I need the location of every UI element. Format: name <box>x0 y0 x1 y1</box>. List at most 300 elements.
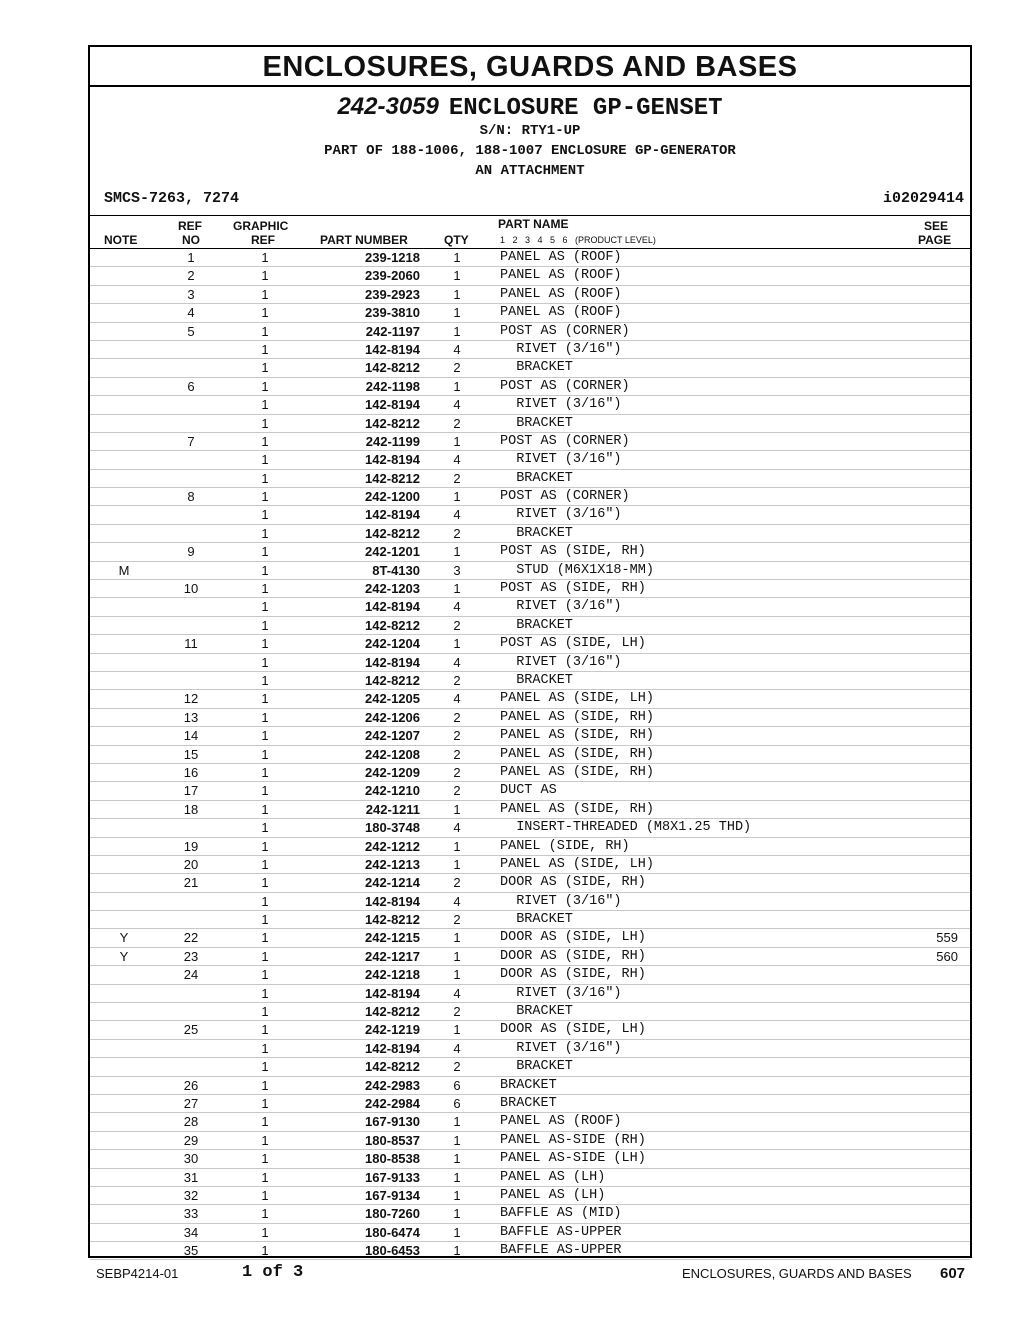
row-graphic-ref: 1 <box>261 507 269 523</box>
table-row <box>90 672 970 690</box>
row-part-number: 242-1206 <box>365 709 420 725</box>
row-part-name: DOOR AS (SIDE, LH) <box>500 1022 646 1038</box>
row-ref-no: 16 <box>183 764 199 780</box>
table-row <box>90 985 970 1003</box>
row-qty: 1 <box>453 1169 461 1185</box>
row-graphic-ref: 1 <box>261 525 269 541</box>
row-qty: 2 <box>453 1059 461 1075</box>
row-part-name: PANEL (SIDE, RH) <box>500 838 630 854</box>
row-ref-no: 7 <box>187 433 195 449</box>
row-qty: 1 <box>453 1132 461 1148</box>
row-part-name: RIVET (3/16") <box>500 1040 622 1056</box>
row-graphic-ref: 1 <box>261 912 269 928</box>
row-part-number: 242-2983 <box>365 1077 420 1093</box>
row-qty: 1 <box>453 489 461 505</box>
row-graphic-ref: 1 <box>261 378 269 394</box>
row-see-page: 559 <box>936 930 958 946</box>
table-row <box>90 451 970 469</box>
col-see-bottom: PAGE <box>918 233 952 247</box>
row-part-number: 142-8194 <box>365 507 420 523</box>
row-part-name: RIVET (3/16") <box>500 985 622 1001</box>
row-part-number: 167-9134 <box>365 1187 420 1203</box>
row-graphic-ref: 1 <box>261 341 269 357</box>
row-qty: 1 <box>453 581 461 597</box>
row-graphic-ref: 1 <box>261 1169 269 1185</box>
table-row <box>90 727 970 745</box>
row-part-name: PANEL AS (ROOF) <box>500 1114 622 1130</box>
row-qty: 4 <box>453 985 461 1001</box>
row-part-name: RIVET (3/16") <box>500 893 622 909</box>
row-part-name: PANEL AS (ROOF) <box>500 268 622 284</box>
row-qty: 2 <box>453 783 461 799</box>
row-qty: 2 <box>453 746 461 762</box>
table-row <box>90 1021 970 1039</box>
table-row <box>90 819 970 837</box>
row-note: M <box>118 562 130 578</box>
row-graphic-ref: 1 <box>261 967 269 983</box>
row-part-name: POST AS (CORNER) <box>500 323 630 339</box>
row-qty: 2 <box>453 672 461 688</box>
row-part-number: 242-1215 <box>365 930 420 946</box>
row-part-name: BRACKET <box>500 672 573 688</box>
row-part-name: PANEL AS (ROOF) <box>500 305 622 321</box>
col-see-top: SEE <box>924 219 949 233</box>
row-part-number: 142-8194 <box>365 397 420 413</box>
table-row <box>90 746 970 764</box>
row-graphic-ref: 1 <box>261 1206 269 1222</box>
table-row <box>90 1058 970 1076</box>
row-qty: 1 <box>453 1206 461 1222</box>
table-row <box>90 856 970 874</box>
row-qty: 1 <box>453 323 461 339</box>
row-graphic-ref: 1 <box>261 323 269 339</box>
table-row <box>90 525 970 543</box>
row-part-number: 242-1204 <box>365 636 420 652</box>
row-qty: 1 <box>453 305 461 321</box>
table-row <box>90 617 970 635</box>
table-row <box>90 911 970 929</box>
row-graphic-ref: 1 <box>261 636 269 652</box>
row-graphic-ref: 1 <box>261 893 269 909</box>
row-ref-no: 18 <box>183 801 199 817</box>
table-row <box>90 562 970 580</box>
row-part-name: PANEL AS-SIDE (RH) <box>500 1132 646 1148</box>
row-part-number: 242-1203 <box>365 581 420 597</box>
group-name: ENCLOSURE GP-GENSET <box>448 95 723 122</box>
col-graphic-top: GRAPHIC <box>233 219 289 233</box>
row-qty: 4 <box>453 452 461 468</box>
row-part-name: PANEL AS (SIDE, RH) <box>500 746 654 762</box>
row-ref-no: 4 <box>187 305 195 321</box>
row-part-number: 242-1214 <box>365 875 420 891</box>
col-part-number: PART NUMBER <box>320 233 408 247</box>
row-qty: 6 <box>453 1095 461 1111</box>
row-part-name: BAFFLE AS (MID) <box>500 1206 622 1222</box>
col-ref-bottom: NO <box>182 233 200 247</box>
row-part-name: PANEL AS (SIDE, RH) <box>500 709 654 725</box>
row-part-number: 180-6453 <box>365 1243 420 1259</box>
table-row <box>90 966 970 984</box>
row-qty: 1 <box>453 1114 461 1130</box>
row-qty: 1 <box>453 636 461 652</box>
row-graphic-ref: 1 <box>261 433 269 449</box>
table-row <box>90 249 970 267</box>
row-qty: 1 <box>453 250 461 265</box>
row-qty: 1 <box>453 856 461 872</box>
row-ref-no: 32 <box>183 1187 199 1203</box>
row-ref-no: 8 <box>187 489 195 505</box>
row-qty: 2 <box>453 617 461 633</box>
row-part-number: 239-2060 <box>365 268 420 284</box>
row-part-number: 8T-4130 <box>372 562 420 578</box>
row-graphic-ref: 1 <box>261 1132 269 1148</box>
table-row <box>90 267 970 285</box>
row-part-name: BRACKET <box>500 470 573 486</box>
row-qty: 4 <box>453 820 461 836</box>
row-qty: 1 <box>453 268 461 284</box>
row-part-number: 180-8538 <box>365 1151 420 1167</box>
row-part-number: 142-8194 <box>365 985 420 1001</box>
table-row <box>90 543 970 561</box>
row-note: Y <box>119 948 129 964</box>
table-row <box>90 1095 970 1113</box>
row-ref-no: 15 <box>183 746 199 762</box>
row-part-number: 142-8212 <box>365 912 420 928</box>
row-ref-no: 10 <box>183 581 199 597</box>
row-part-name: BRACKET <box>500 617 573 633</box>
row-graphic-ref: 1 <box>261 415 269 431</box>
row-part-name: RIVET (3/16") <box>500 341 622 357</box>
row-part-number: 180-6474 <box>365 1224 420 1240</box>
table-row <box>90 948 970 966</box>
row-qty: 2 <box>453 728 461 744</box>
row-part-name: DOOR AS (SIDE, RH) <box>500 948 646 964</box>
row-part-number: 242-1208 <box>365 746 420 762</box>
row-part-name: RIVET (3/16") <box>500 599 622 615</box>
row-part-number: 142-8194 <box>365 1040 420 1056</box>
table-row <box>90 286 970 304</box>
row-ref-no: 6 <box>187 378 195 394</box>
table-row <box>90 1040 970 1058</box>
row-ref-no: 9 <box>187 544 195 560</box>
row-part-number: 142-8212 <box>365 1004 420 1020</box>
row-part-number: 239-2923 <box>365 286 420 302</box>
row-part-name: BRACKET <box>500 1059 573 1075</box>
row-part-number: 142-8212 <box>365 672 420 688</box>
row-part-number: 242-1201 <box>365 544 420 560</box>
table-row <box>90 341 970 359</box>
row-graphic-ref: 1 <box>261 838 269 854</box>
row-part-name: BAFFLE AS-UPPER <box>500 1243 622 1259</box>
row-part-name: PANEL AS (LH) <box>500 1187 606 1203</box>
table-row <box>90 415 970 433</box>
row-ref-no: 24 <box>183 967 199 983</box>
row-part-name: POST AS (SIDE, RH) <box>500 581 646 597</box>
row-ref-no: 3 <box>187 286 195 302</box>
table-row <box>90 323 970 341</box>
table-row <box>90 874 970 892</box>
row-part-name: STUD (M6X1X18-MM) <box>500 562 654 578</box>
row-part-number: 142-8194 <box>365 893 420 909</box>
row-part-number: 142-8194 <box>365 452 420 468</box>
row-graphic-ref: 1 <box>261 397 269 413</box>
row-qty: 4 <box>453 654 461 670</box>
row-graphic-ref: 1 <box>261 305 269 321</box>
row-part-number: 142-8212 <box>365 1059 420 1075</box>
smcs-code: SMCS-7263, 7274 <box>104 190 240 207</box>
row-note: Y <box>119 930 129 946</box>
row-part-name: RIVET (3/16") <box>500 452 622 468</box>
row-part-name: POST AS (SIDE, LH) <box>500 636 646 652</box>
footer-page-number: 607 <box>940 1265 966 1282</box>
row-part-number: 142-8194 <box>365 341 420 357</box>
row-graphic-ref: 1 <box>261 856 269 872</box>
col-graphic-bottom: REF <box>251 233 275 247</box>
row-graphic-ref: 1 <box>261 544 269 560</box>
row-qty: 2 <box>453 360 461 376</box>
row-part-number: 242-1219 <box>365 1022 420 1038</box>
row-part-name: BRACKET <box>500 912 573 928</box>
row-qty: 2 <box>453 912 461 928</box>
row-part-name: POST AS (CORNER) <box>500 489 630 505</box>
table-row <box>90 1242 970 1260</box>
col-ref-top: REF <box>178 219 202 233</box>
row-part-number: 242-1205 <box>365 691 420 707</box>
table-row <box>90 470 970 488</box>
row-part-number: 242-1212 <box>365 838 420 854</box>
row-ref-no: 27 <box>183 1095 199 1111</box>
row-see-page: 560 <box>936 948 958 964</box>
row-ref-no: 2 <box>187 268 195 284</box>
group-title <box>90 93 970 122</box>
col-note: NOTE <box>104 233 138 247</box>
row-part-name: BRACKET <box>500 415 573 431</box>
row-qty: 2 <box>453 1004 461 1020</box>
row-graphic-ref: 1 <box>261 728 269 744</box>
table-row <box>90 838 970 856</box>
row-graphic-ref: 1 <box>261 1187 269 1203</box>
illustration-id: i02029414 <box>882 190 964 207</box>
row-part-number: 167-9133 <box>365 1169 420 1185</box>
row-part-name: BAFFLE AS-UPPER <box>500 1224 622 1240</box>
row-graphic-ref: 1 <box>261 1022 269 1038</box>
row-ref-no: 5 <box>187 323 195 339</box>
row-ref-no: 19 <box>183 838 199 854</box>
table-row <box>90 1187 970 1205</box>
row-part-number: 242-1210 <box>365 783 420 799</box>
row-graphic-ref: 1 <box>261 709 269 725</box>
row-ref-no: 17 <box>183 783 199 799</box>
table-row <box>90 635 970 653</box>
table-row <box>90 709 970 727</box>
row-graphic-ref: 1 <box>261 489 269 505</box>
row-part-number: 239-3810 <box>365 305 420 321</box>
footer-section: ENCLOSURES, GUARDS AND BASES <box>682 1266 912 1281</box>
row-part-name: PANEL AS (SIDE, LH) <box>500 691 654 707</box>
table-row <box>90 1224 970 1242</box>
row-qty: 4 <box>453 1040 461 1056</box>
parts-list-frame <box>88 45 972 1258</box>
table-row <box>90 1150 970 1168</box>
row-graphic-ref: 1 <box>261 562 269 578</box>
row-graphic-ref: 1 <box>261 360 269 376</box>
column-header <box>90 216 970 249</box>
footer-page-of: 1 of 3 <box>242 1263 304 1282</box>
table-row <box>90 782 970 800</box>
row-part-name: PANEL AS (ROOF) <box>500 286 622 302</box>
row-part-name: PANEL AS (SIDE, LH) <box>500 856 654 872</box>
row-qty: 1 <box>453 378 461 394</box>
row-part-name: POST AS (SIDE, RH) <box>500 544 646 560</box>
row-graphic-ref: 1 <box>261 268 269 284</box>
table-row <box>90 359 970 377</box>
row-part-name: POST AS (CORNER) <box>500 433 630 449</box>
col-qty: QTY <box>444 233 469 247</box>
row-ref-no: 31 <box>183 1169 199 1185</box>
row-graphic-ref: 1 <box>261 654 269 670</box>
row-qty: 1 <box>453 433 461 449</box>
row-part-number: 239-1218 <box>365 250 420 265</box>
row-qty: 1 <box>453 1187 461 1203</box>
row-ref-no: 28 <box>183 1114 199 1130</box>
row-graphic-ref: 1 <box>261 801 269 817</box>
row-qty: 1 <box>453 838 461 854</box>
row-ref-no: 23 <box>183 948 199 964</box>
row-ref-no: 34 <box>183 1224 199 1240</box>
row-ref-no: 25 <box>183 1022 199 1038</box>
row-part-number: 142-8212 <box>365 415 420 431</box>
row-part-name: RIVET (3/16") <box>500 397 622 413</box>
row-part-name: RIVET (3/16") <box>500 507 622 523</box>
table-row <box>90 1169 970 1187</box>
table-row <box>90 433 970 451</box>
table-row <box>90 580 970 598</box>
row-ref-no: 21 <box>183 875 199 891</box>
col-product-levels: 1 2 3 4 5 6 (PRODUCT LEVEL) <box>500 235 656 245</box>
section-title: ENCLOSURES, GUARDS AND BASES <box>90 47 970 87</box>
row-graphic-ref: 1 <box>261 691 269 707</box>
row-part-number: 180-7260 <box>365 1206 420 1222</box>
row-graphic-ref: 1 <box>261 764 269 780</box>
row-part-name: PANEL AS (SIDE, RH) <box>500 764 654 780</box>
row-qty: 1 <box>453 1022 461 1038</box>
row-part-number: 242-1209 <box>365 764 420 780</box>
row-part-number: 242-1213 <box>365 856 420 872</box>
row-graphic-ref: 1 <box>261 286 269 302</box>
table-row <box>90 378 970 396</box>
row-graphic-ref: 1 <box>261 1004 269 1020</box>
row-part-name: INSERT-THREADED (M8X1.25 THD) <box>500 820 752 836</box>
row-qty: 2 <box>453 525 461 541</box>
row-part-name: BRACKET <box>500 360 573 376</box>
footer-doc-id: SEBP4214-01 <box>96 1266 179 1281</box>
group-part-number: 242-3059 <box>337 93 439 120</box>
row-ref-no: 35 <box>183 1243 199 1259</box>
table-row <box>90 1132 970 1150</box>
part-of-line: PART OF 188-1006, 188-1007 ENCLOSURE GP-GENERATOR <box>324 143 736 159</box>
row-ref-no: 29 <box>183 1132 199 1148</box>
row-graphic-ref: 1 <box>261 581 269 597</box>
row-graphic-ref: 1 <box>261 948 269 964</box>
row-graphic-ref: 1 <box>261 1040 269 1056</box>
row-part-name: BRACKET <box>500 1095 557 1111</box>
row-part-number: 180-3748 <box>365 820 420 836</box>
row-part-number: 242-1198 <box>365 378 420 394</box>
table-row <box>90 1113 970 1131</box>
table-row <box>90 506 970 524</box>
row-graphic-ref: 1 <box>261 470 269 486</box>
row-qty: 2 <box>453 415 461 431</box>
row-part-number: 242-1211 <box>365 801 420 817</box>
row-qty: 1 <box>453 544 461 560</box>
row-part-name: BRACKET <box>500 525 573 541</box>
row-part-name: PANEL AS (ROOF) <box>500 250 622 265</box>
row-qty: 2 <box>453 764 461 780</box>
row-part-number: 167-9130 <box>365 1114 420 1130</box>
row-qty: 1 <box>453 930 461 946</box>
row-graphic-ref: 1 <box>261 820 269 836</box>
row-ref-no: 13 <box>183 709 199 725</box>
table-row <box>90 1003 970 1021</box>
row-qty: 4 <box>453 599 461 615</box>
row-graphic-ref: 1 <box>261 1095 269 1111</box>
table-row <box>90 598 970 616</box>
row-part-number: 242-1217 <box>365 948 420 964</box>
row-graphic-ref: 1 <box>261 930 269 946</box>
row-qty: 4 <box>453 397 461 413</box>
row-qty: 4 <box>453 507 461 523</box>
row-graphic-ref: 1 <box>261 1151 269 1167</box>
row-ref-no: 14 <box>183 728 199 744</box>
row-part-number: 242-2984 <box>365 1095 420 1111</box>
row-part-number: 242-1197 <box>365 323 420 339</box>
row-qty: 1 <box>453 1151 461 1167</box>
row-part-number: 142-8212 <box>365 617 420 633</box>
row-part-number: 242-1207 <box>365 728 420 744</box>
row-part-name: POST AS (CORNER) <box>500 378 630 394</box>
table-row <box>90 929 970 947</box>
col-part-name: PART NAME <box>498 217 569 231</box>
row-part-number: 142-8212 <box>365 470 420 486</box>
row-part-number: 142-8194 <box>365 599 420 615</box>
row-qty: 4 <box>453 893 461 909</box>
row-graphic-ref: 1 <box>261 617 269 633</box>
row-part-name: DOOR AS (SIDE, RH) <box>500 967 646 983</box>
row-part-name: BRACKET <box>500 1004 573 1020</box>
row-graphic-ref: 1 <box>261 875 269 891</box>
row-part-number: 142-8194 <box>365 654 420 670</box>
row-qty: 4 <box>453 691 461 707</box>
row-qty: 1 <box>453 1224 461 1240</box>
row-part-name: DUCT AS <box>500 783 557 799</box>
row-qty: 1 <box>453 948 461 964</box>
row-graphic-ref: 1 <box>261 1059 269 1075</box>
row-part-name: PANEL AS-SIDE (LH) <box>500 1151 646 1167</box>
row-qty: 1 <box>453 967 461 983</box>
row-qty: 2 <box>453 470 461 486</box>
serial-number: S/N: RTY1-UP <box>479 123 581 139</box>
table-row <box>90 1077 970 1095</box>
group-header <box>90 87 970 216</box>
row-qty: 4 <box>453 341 461 357</box>
row-qty: 6 <box>453 1077 461 1093</box>
row-graphic-ref: 1 <box>261 250 269 265</box>
row-ref-no: 11 <box>184 636 198 652</box>
row-part-name: DOOR AS (SIDE, RH) <box>500 875 646 891</box>
row-graphic-ref: 1 <box>261 672 269 688</box>
row-part-number: 242-1218 <box>365 967 420 983</box>
row-ref-no: 20 <box>183 856 199 872</box>
